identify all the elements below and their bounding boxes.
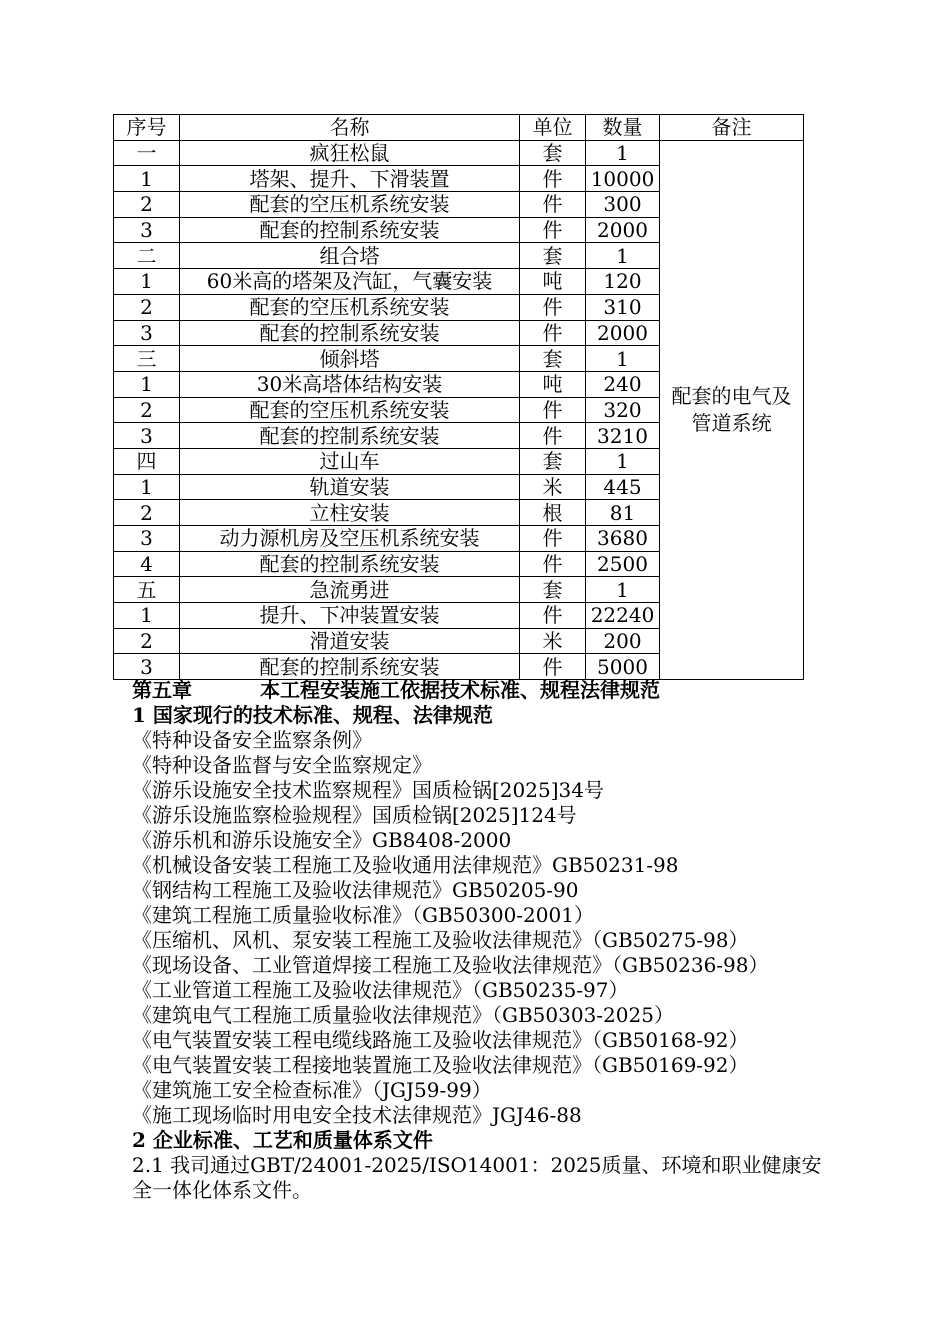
row-quantity: 310 [586, 294, 660, 320]
row-index: 2 [114, 192, 180, 218]
row-quantity: 5000 [586, 654, 660, 680]
row-name: 滑道安装 [180, 628, 520, 654]
header-quantity: 数量 [586, 115, 660, 141]
row-unit: 件 [520, 551, 586, 577]
row-quantity: 1 [586, 577, 660, 603]
row-name: 配套的控制系统安装 [180, 654, 520, 680]
row-name: 轨道安装 [180, 474, 520, 500]
row-unit: 吨 [520, 269, 586, 295]
row-name: 配套的空压机系统安装 [180, 192, 520, 218]
row-unit: 件 [520, 217, 586, 243]
row-quantity: 1 [586, 448, 660, 474]
row-index: 1 [114, 166, 180, 192]
row-index: 3 [114, 217, 180, 243]
standard-item: 《游乐设施安全技术监察规程》国质检锅[2025]34号 [132, 778, 604, 802]
row-quantity: 200 [586, 628, 660, 654]
row-quantity: 22240 [586, 603, 660, 629]
row-index: 4 [114, 551, 180, 577]
section2-paragraph: 2.1 我司通过GBT/24001-2025/ISO14001：2025质量、环境和职业健康安全一体化体系文件。 [132, 1153, 822, 1202]
section2-heading: 2 企业标准、工艺和质量体系文件 [132, 1128, 433, 1152]
standard-item: 《钢结构工程施工及验收法律规范》GB50205-90 [132, 878, 579, 902]
row-quantity: 1 [586, 346, 660, 372]
row-index: 3 [114, 320, 180, 346]
chapter-text [132, 678, 832, 1203]
equipment-table [113, 114, 804, 680]
row-quantity: 2000 [586, 217, 660, 243]
row-name: 配套的控制系统安装 [180, 217, 520, 243]
row-name: 配套的控制系统安装 [180, 551, 520, 577]
row-index: 2 [114, 500, 180, 526]
row-index: 1 [114, 371, 180, 397]
standard-item: 《电气装置安装工程接地装置施工及验收法律规范》（GB50169-92） [132, 1053, 749, 1077]
row-quantity: 10000 [586, 166, 660, 192]
row-quantity: 300 [586, 192, 660, 218]
row-name: 动力源机房及空压机系统安装 [180, 526, 520, 552]
row-name: 60米高的塔架及汽缸，气囊安装 [180, 269, 520, 295]
row-unit: 套 [520, 140, 586, 166]
row-unit: 件 [520, 166, 586, 192]
standard-item: 《建筑施工安全检查标准》（JGJ59-99） [132, 1078, 492, 1102]
row-name: 疯狂松鼠 [180, 140, 520, 166]
standard-item: 《游乐设施监察检验规程》国质检锅[2025]124号 [132, 803, 577, 827]
row-unit: 件 [520, 603, 586, 629]
row-name: 塔架、提升、下滑装置 [180, 166, 520, 192]
row-index: 五 [114, 577, 180, 603]
standards-list [132, 728, 832, 1128]
row-name: 急流勇进 [180, 577, 520, 603]
row-unit: 套 [520, 243, 586, 269]
row-quantity: 3210 [586, 423, 660, 449]
standard-item: 《建筑工程施工质量验收标准》（GB50300-2001） [132, 903, 594, 927]
chapter-title: 本工程安装施工依据技术标准、规程法律规范 [260, 678, 660, 702]
row-unit: 套 [520, 448, 586, 474]
row-unit: 米 [520, 474, 586, 500]
section1-heading: 1 国家现行的技术标准、规程、法律规范 [132, 703, 493, 727]
standard-item: 《施工现场临时用电安全技术法律规范》JGJ46-88 [132, 1103, 582, 1127]
row-quantity: 2000 [586, 320, 660, 346]
row-unit: 件 [520, 654, 586, 680]
row-quantity: 320 [586, 397, 660, 423]
row-unit: 米 [520, 628, 586, 654]
row-index: 1 [114, 269, 180, 295]
row-name: 配套的控制系统安装 [180, 423, 520, 449]
table-body [114, 140, 804, 679]
row-unit: 件 [520, 423, 586, 449]
table-header-row [114, 115, 804, 141]
row-quantity: 445 [586, 474, 660, 500]
remark-cell: 配套的电气及管道系统 [660, 140, 804, 679]
chapter-number: 第五章 [132, 678, 192, 702]
row-quantity: 2500 [586, 551, 660, 577]
row-name: 配套的空压机系统安装 [180, 294, 520, 320]
header-remark: 备注 [660, 115, 804, 141]
row-name: 配套的空压机系统安装 [180, 397, 520, 423]
row-name: 提升、下冲装置安装 [180, 603, 520, 629]
row-name: 配套的控制系统安装 [180, 320, 520, 346]
header-name: 名称 [180, 115, 520, 141]
row-name: 30米高塔体结构安装 [180, 371, 520, 397]
row-name: 倾斜塔 [180, 346, 520, 372]
row-index: 2 [114, 397, 180, 423]
row-index: 一 [114, 140, 180, 166]
row-name: 组合塔 [180, 243, 520, 269]
row-unit: 件 [520, 192, 586, 218]
row-unit: 件 [520, 526, 586, 552]
row-index: 四 [114, 448, 180, 474]
standard-item: 《特种设备监督与安全监察规定》 [132, 753, 432, 777]
row-quantity: 1 [586, 243, 660, 269]
row-unit: 件 [520, 294, 586, 320]
standard-item: 《工业管道工程施工及验收法律规范》（GB50235-97） [132, 978, 629, 1002]
row-index: 2 [114, 294, 180, 320]
standard-item: 《现场设备、工业管道焊接工程施工及验收法律规范》（GB50236-98） [132, 953, 769, 977]
row-index: 1 [114, 603, 180, 629]
row-quantity: 1 [586, 140, 660, 166]
row-index: 1 [114, 474, 180, 500]
standard-item: 《机械设备安装工程施工及验收通用法律规范》GB50231-98 [132, 853, 679, 877]
table-row [114, 140, 804, 166]
row-unit: 件 [520, 397, 586, 423]
row-quantity: 81 [586, 500, 660, 526]
standard-item: 《特种设备安全监察条例》 [132, 728, 372, 752]
standard-item: 《压缩机、风机、泵安装工程施工及验收法律规范》（GB50275-98） [132, 928, 749, 952]
header-index: 序号 [114, 115, 180, 141]
row-index: 3 [114, 423, 180, 449]
row-unit: 套 [520, 577, 586, 603]
row-index: 二 [114, 243, 180, 269]
row-index: 3 [114, 526, 180, 552]
standard-item: 《电气装置安装工程电缆线路施工及验收法律规范》（GB50168-92） [132, 1028, 749, 1052]
row-unit: 套 [520, 346, 586, 372]
row-index: 2 [114, 628, 180, 654]
row-unit: 吨 [520, 371, 586, 397]
row-quantity: 120 [586, 269, 660, 295]
row-index: 三 [114, 346, 180, 372]
row-unit: 件 [520, 320, 586, 346]
header-unit: 单位 [520, 115, 586, 141]
row-quantity: 240 [586, 371, 660, 397]
standard-item: 《游乐机和游乐设施安全》GB8408-2000 [132, 828, 512, 852]
chapter-heading [132, 678, 832, 703]
standard-item: 《建筑电气工程施工质量验收法律规范》（GB50303-2025） [132, 1003, 674, 1027]
row-name: 立柱安装 [180, 500, 520, 526]
row-quantity: 3680 [586, 526, 660, 552]
row-name: 过山车 [180, 448, 520, 474]
row-index: 3 [114, 654, 180, 680]
row-unit: 根 [520, 500, 586, 526]
